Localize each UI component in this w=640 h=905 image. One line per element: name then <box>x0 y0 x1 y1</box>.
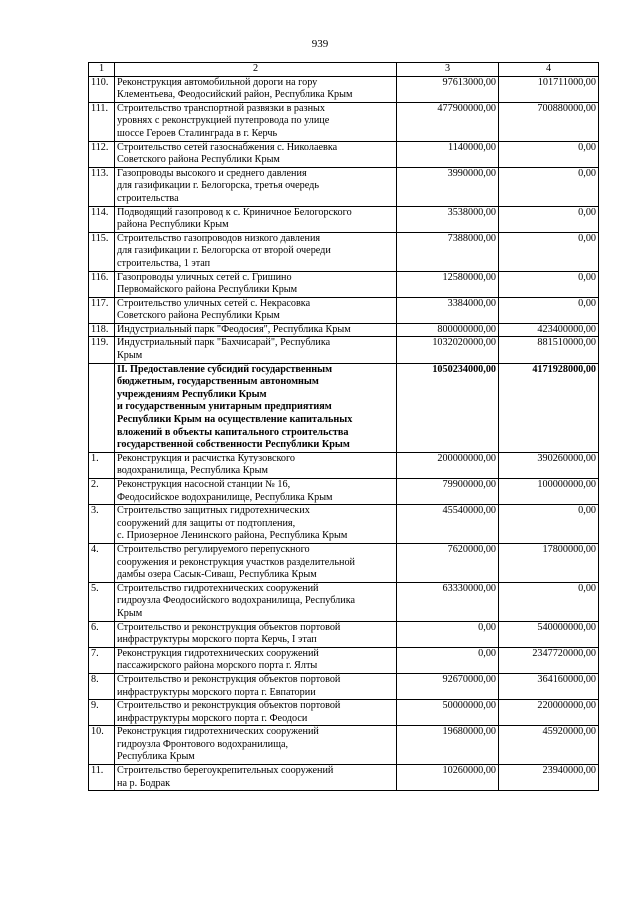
row-value-col3: 97613000,00 <box>397 76 499 102</box>
row-description: Строительство и реконструкция объектов портовой инфраструктуры морского порта Керчь, I этап <box>115 621 397 647</box>
row-number: 115. <box>89 232 115 271</box>
row-number: 6. <box>89 621 115 647</box>
row-description: Строительство регулируемого перепускного сооружения и реконструкция участков разделительной дамбы озера Сасык-Сиваш, Республика Крым <box>115 543 397 582</box>
page-number: 939 <box>311 38 329 50</box>
table-row <box>89 505 599 544</box>
row-number: 9. <box>89 700 115 726</box>
row-value-col3: 3538000,00 <box>397 206 499 232</box>
table-header-row <box>89 63 599 77</box>
row-value-col4: 17800000,00 <box>499 543 599 582</box>
row-description: Реконструкция гидротехнических сооружений пассажирского района морского порта г. Ялты <box>115 647 397 673</box>
table-row <box>89 337 599 363</box>
row-value-col3: 50000000,00 <box>397 700 499 726</box>
table-row <box>89 323 599 337</box>
row-number: 10. <box>89 726 115 765</box>
row-value-col3: 800000000,00 <box>397 323 499 337</box>
row-description: Реконструкция автомобильной дороги на гору Клементьева, Феодосийский район, Республика Крым <box>115 76 397 102</box>
table-row <box>89 141 599 167</box>
row-number: 110. <box>89 76 115 102</box>
row-value-col3: 63330000,00 <box>397 582 499 621</box>
row-description: Строительство газопроводов низкого давления для газификации г. Белогорска от второй очереди строительства, 1 этап <box>115 232 397 271</box>
row-value-col3: 45540000,00 <box>397 505 499 544</box>
row-value-col4: 220000000,00 <box>499 700 599 726</box>
table-row <box>89 452 599 478</box>
row-description: Индустриальный парк "Бахчисарай", Республика Крым <box>115 337 397 363</box>
table-row <box>89 479 599 505</box>
row-number: 1. <box>89 452 115 478</box>
header-col-4: 4 <box>499 63 599 77</box>
row-number: 8. <box>89 673 115 699</box>
row-description: Строительство защитных гидротехнических сооружений для защиты от подтопления, с. Приозерное Ленинского района, Республика Крым <box>115 505 397 544</box>
row-value-col4: 101711000,00 <box>499 76 599 102</box>
row-value-col4: 423400000,00 <box>499 323 599 337</box>
row-value-col4: 0,00 <box>499 141 599 167</box>
row-description: Строительство транспортной развязки в разных уровнях с реконструкцией путепровода по улице шоссе Героев Сталинграда в г. Керчь <box>115 102 397 141</box>
row-description: Строительство берегоукрепительных сооружений на р. Бодрак <box>115 765 397 791</box>
section-header-row <box>89 363 599 452</box>
row-number: 114. <box>89 206 115 232</box>
row-value-col3: 92670000,00 <box>397 673 499 699</box>
row-description: II. Предоставление субсидий государственным бюджетным, государственным автономным учреждениям Республики Крым и государственным унитарным предприятиям Республики Крым на осуществление капитальных вложений в объекты капитального строительства государственной собственности Республики Крым <box>115 363 397 452</box>
row-description: Строительство сетей газоснабжения с. Николаевка Советского района Республики Крым <box>115 141 397 167</box>
row-value-col4: 0,00 <box>499 271 599 297</box>
row-value-col4: 700880000,00 <box>499 102 599 141</box>
row-description: Подводящий газопровод к с. Криничное Белогорского района Республики Крым <box>115 206 397 232</box>
row-value-col3: 19680000,00 <box>397 726 499 765</box>
table-row <box>89 765 599 791</box>
row-value-col3: 200000000,00 <box>397 452 499 478</box>
row-number <box>89 363 115 452</box>
row-description: Строительство гидротехнических сооружений гидроузла Феодосийского водохранилища, Республика Крым <box>115 582 397 621</box>
row-value-col3: 3990000,00 <box>397 167 499 206</box>
row-value-col4: 540000000,00 <box>499 621 599 647</box>
row-number: 116. <box>89 271 115 297</box>
table-row <box>89 76 599 102</box>
table-row <box>89 167 599 206</box>
table-row <box>89 582 599 621</box>
row-number: 119. <box>89 337 115 363</box>
table-row <box>89 232 599 271</box>
row-description: Реконструкция гидротехнических сооружений гидроузла Фронтового водохранилища, Республика Крым <box>115 726 397 765</box>
row-value-col3: 10260000,00 <box>397 765 499 791</box>
row-description: Газопроводы уличных сетей с. Гришино Первомайского района Республики Крым <box>115 271 397 297</box>
row-value-col3: 0,00 <box>397 621 499 647</box>
table-row <box>89 543 599 582</box>
row-value-col3: 1140000,00 <box>397 141 499 167</box>
row-value-col4: 4171928000,00 <box>499 363 599 452</box>
row-value-col3: 7388000,00 <box>397 232 499 271</box>
row-value-col4: 100000000,00 <box>499 479 599 505</box>
row-description: Газопроводы высокого и среднего давления для газификации г. Белогорска, третья очередь строительства <box>115 167 397 206</box>
row-description: Строительство уличных сетей с. Некрасовка Советского района Республики Крым <box>115 297 397 323</box>
row-value-col4: 390260000,00 <box>499 452 599 478</box>
table-row <box>89 647 599 673</box>
header-col-1: 1 <box>89 63 115 77</box>
table-row <box>89 673 599 699</box>
row-description: Строительство и реконструкция объектов портовой инфраструктуры морского порта г. Феодоси <box>115 700 397 726</box>
table-row <box>89 271 599 297</box>
row-value-col3: 0,00 <box>397 647 499 673</box>
row-number: 5. <box>89 582 115 621</box>
row-number: 118. <box>89 323 115 337</box>
row-value-col4: 0,00 <box>499 232 599 271</box>
budget-table <box>88 62 599 791</box>
table-row <box>89 700 599 726</box>
row-value-col4: 2347720000,00 <box>499 647 599 673</box>
row-number: 111. <box>89 102 115 141</box>
row-value-col3: 7620000,00 <box>397 543 499 582</box>
row-value-col3: 477900000,00 <box>397 102 499 141</box>
row-number: 117. <box>89 297 115 323</box>
row-value-col3: 12580000,00 <box>397 271 499 297</box>
row-description: Строительство и реконструкция объектов портовой инфраструктуры морского порта г. Евпатории <box>115 673 397 699</box>
row-value-col4: 881510000,00 <box>499 337 599 363</box>
row-value-col3: 1050234000,00 <box>397 363 499 452</box>
row-value-col4: 0,00 <box>499 505 599 544</box>
row-description: Реконструкция насосной станции № 16, Феодосийское водохранилище, Республика Крым <box>115 479 397 505</box>
row-value-col4: 23940000,00 <box>499 765 599 791</box>
row-value-col4: 0,00 <box>499 297 599 323</box>
row-value-col3: 1032020000,00 <box>397 337 499 363</box>
row-value-col4: 45920000,00 <box>499 726 599 765</box>
row-number: 3. <box>89 505 115 544</box>
row-number: 113. <box>89 167 115 206</box>
header-col-2: 2 <box>115 63 397 77</box>
row-number: 4. <box>89 543 115 582</box>
row-value-col4: 0,00 <box>499 167 599 206</box>
table-row <box>89 297 599 323</box>
header-col-3: 3 <box>397 63 499 77</box>
row-value-col4: 0,00 <box>499 582 599 621</box>
row-number: 2. <box>89 479 115 505</box>
row-value-col3: 3384000,00 <box>397 297 499 323</box>
row-number: 11. <box>89 765 115 791</box>
row-value-col3: 79900000,00 <box>397 479 499 505</box>
table-row <box>89 102 599 141</box>
row-description: Индустриальный парк "Феодосия", Республика Крым <box>115 323 397 337</box>
row-value-col4: 364160000,00 <box>499 673 599 699</box>
row-number: 112. <box>89 141 115 167</box>
row-value-col4: 0,00 <box>499 206 599 232</box>
table-row <box>89 206 599 232</box>
row-number: 7. <box>89 647 115 673</box>
table-row <box>89 726 599 765</box>
row-description: Реконструкция и расчистка Кутузовского водохранилища, Республика Крым <box>115 452 397 478</box>
table-row <box>89 621 599 647</box>
